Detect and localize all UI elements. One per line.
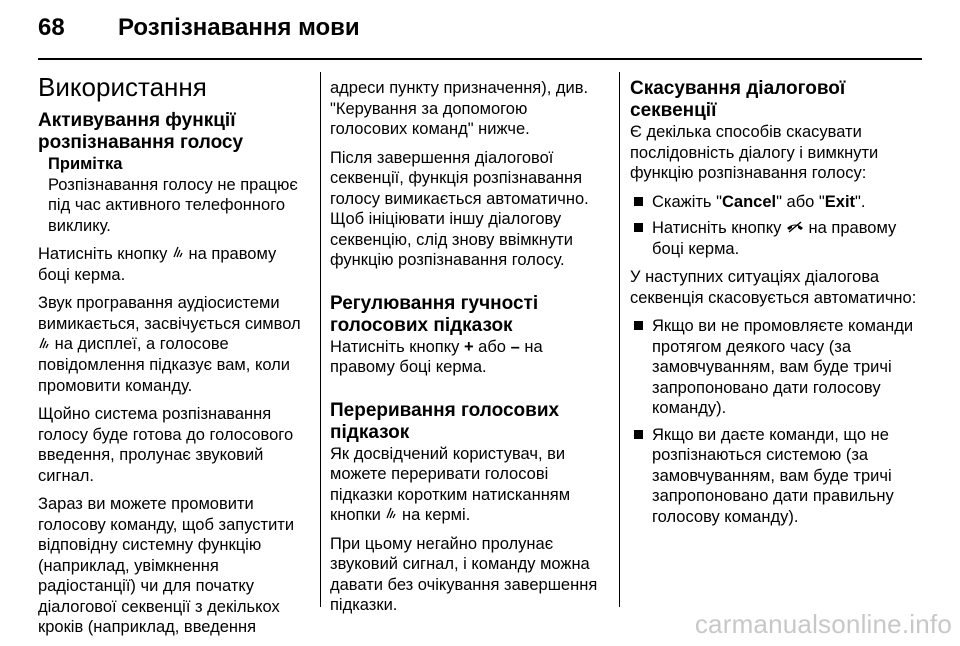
header-divider xyxy=(38,58,922,60)
text: на правому боці керма. xyxy=(652,219,897,258)
list-item xyxy=(630,218,920,259)
list-item xyxy=(630,425,920,528)
subsection-title-interrupt: Переривання голосових підказок xyxy=(330,399,560,443)
text: або xyxy=(473,337,511,356)
text: Якщо ви даєте команди, що не розпізнаються системою (за замовчуванням, вам буде тричі запропоновано дати правильну голосову команду). xyxy=(652,425,894,526)
bullet-icon xyxy=(634,223,643,232)
text: Натисніть кнопку xyxy=(330,337,464,356)
column-2 xyxy=(330,78,608,624)
column-3 xyxy=(630,78,920,535)
text: Натисніть кнопку xyxy=(38,245,172,263)
paragraph: Є декілька способів скасувати послідовність діалогу і вимкнути функцію розпізнавання голосу: xyxy=(630,123,879,182)
text: на кермі. xyxy=(397,506,471,524)
command-cancel: Cancel xyxy=(721,192,777,211)
list-item xyxy=(630,316,920,419)
watermark: carmanualsonline.info xyxy=(694,609,952,639)
text: Скажіть " xyxy=(652,192,722,211)
voice-command-icon xyxy=(38,335,50,356)
command-exit: Exit xyxy=(824,192,856,211)
bullet-list xyxy=(630,316,920,527)
bullet-icon xyxy=(634,430,643,439)
note-text: Розпізнавання голосу не працює під час активного телефонного виклику. xyxy=(48,175,298,235)
text: на правому боці керма. xyxy=(330,337,543,376)
paragraph xyxy=(330,337,608,378)
note-block xyxy=(48,154,310,236)
paragraph: Щойно система розпізнавання голосу буде готова до голосового введення, пролунає звуковий сигнал. xyxy=(38,405,294,485)
subsection-title-activation: Активування функції розпізнавання голосу xyxy=(38,110,244,153)
column-divider-2 xyxy=(619,72,620,607)
column-divider-1 xyxy=(320,72,321,607)
paragraph: Після завершення діалогової секвенції, функція розпізнавання голосу вимикається автоматично. Щоб ініціювати іншу діалогову секвенцію, слід знову ввімкнути функцію розпізнавання голосу. xyxy=(330,148,589,269)
text: Як досвідчений користувач, ви можете переривати голосові підказки коротким натисканням кнопки xyxy=(330,444,571,524)
hang-up-icon xyxy=(786,218,804,239)
section-title: Використання xyxy=(38,72,207,102)
voice-command-icon xyxy=(172,244,184,265)
list-item xyxy=(630,192,920,213)
minus-icon: – xyxy=(510,337,520,356)
bullet-icon xyxy=(634,197,643,206)
bullet-list xyxy=(630,192,920,260)
paragraph xyxy=(38,244,310,285)
paragraph: адреси пункту призначення), див. "Керування за допомогою голосових команд" нижче. xyxy=(330,79,589,138)
subsection-title-cancel: Скасування діалогової секвенції xyxy=(630,78,846,121)
plus-icon: + xyxy=(463,337,474,356)
voice-command-icon xyxy=(385,505,397,526)
subsection-title-volume: Регулювання гучності голосових підказок xyxy=(330,292,539,336)
paragraph xyxy=(38,293,310,396)
text: " або " xyxy=(776,192,825,211)
text: Натисніть кнопку xyxy=(652,219,786,237)
paragraph: При цьому негайно пролунає звуковий сигнал, і команду можна давати без очікування завершення підказки. xyxy=(330,534,598,615)
text: ". xyxy=(855,192,866,211)
page-number: 68 xyxy=(38,14,65,41)
text: на правому боці керма. xyxy=(38,245,277,284)
paragraph: У наступних ситуаціях діалогова секвенція скасовується автоматично: xyxy=(630,268,917,307)
text: Звук програвання аудіосистеми вимикається, засвічується символ xyxy=(38,294,301,333)
note-title: Примітка xyxy=(48,155,123,173)
page-header xyxy=(38,8,922,48)
page-title: Розпізнавання мови xyxy=(118,14,360,41)
text: Якщо ви не промовляєте команди протягом деякого часу (за замовчуванням, вам буде тричі запропоновано дати голосову команду). xyxy=(652,317,914,418)
paragraph xyxy=(330,444,608,526)
bullet-icon xyxy=(634,321,643,330)
paragraph: Зараз ви можете промовити голосову команду, щоб запустити відповідну системну функцію (наприклад, увімкнення радіостанції) чи для початку діалогової секвенції з декількох кроків (наприклад, введення xyxy=(38,495,295,637)
text: на дисплеї, а голосове повідомлення підказує вам, коли промовити команду. xyxy=(38,335,291,395)
column-1 xyxy=(38,72,310,646)
